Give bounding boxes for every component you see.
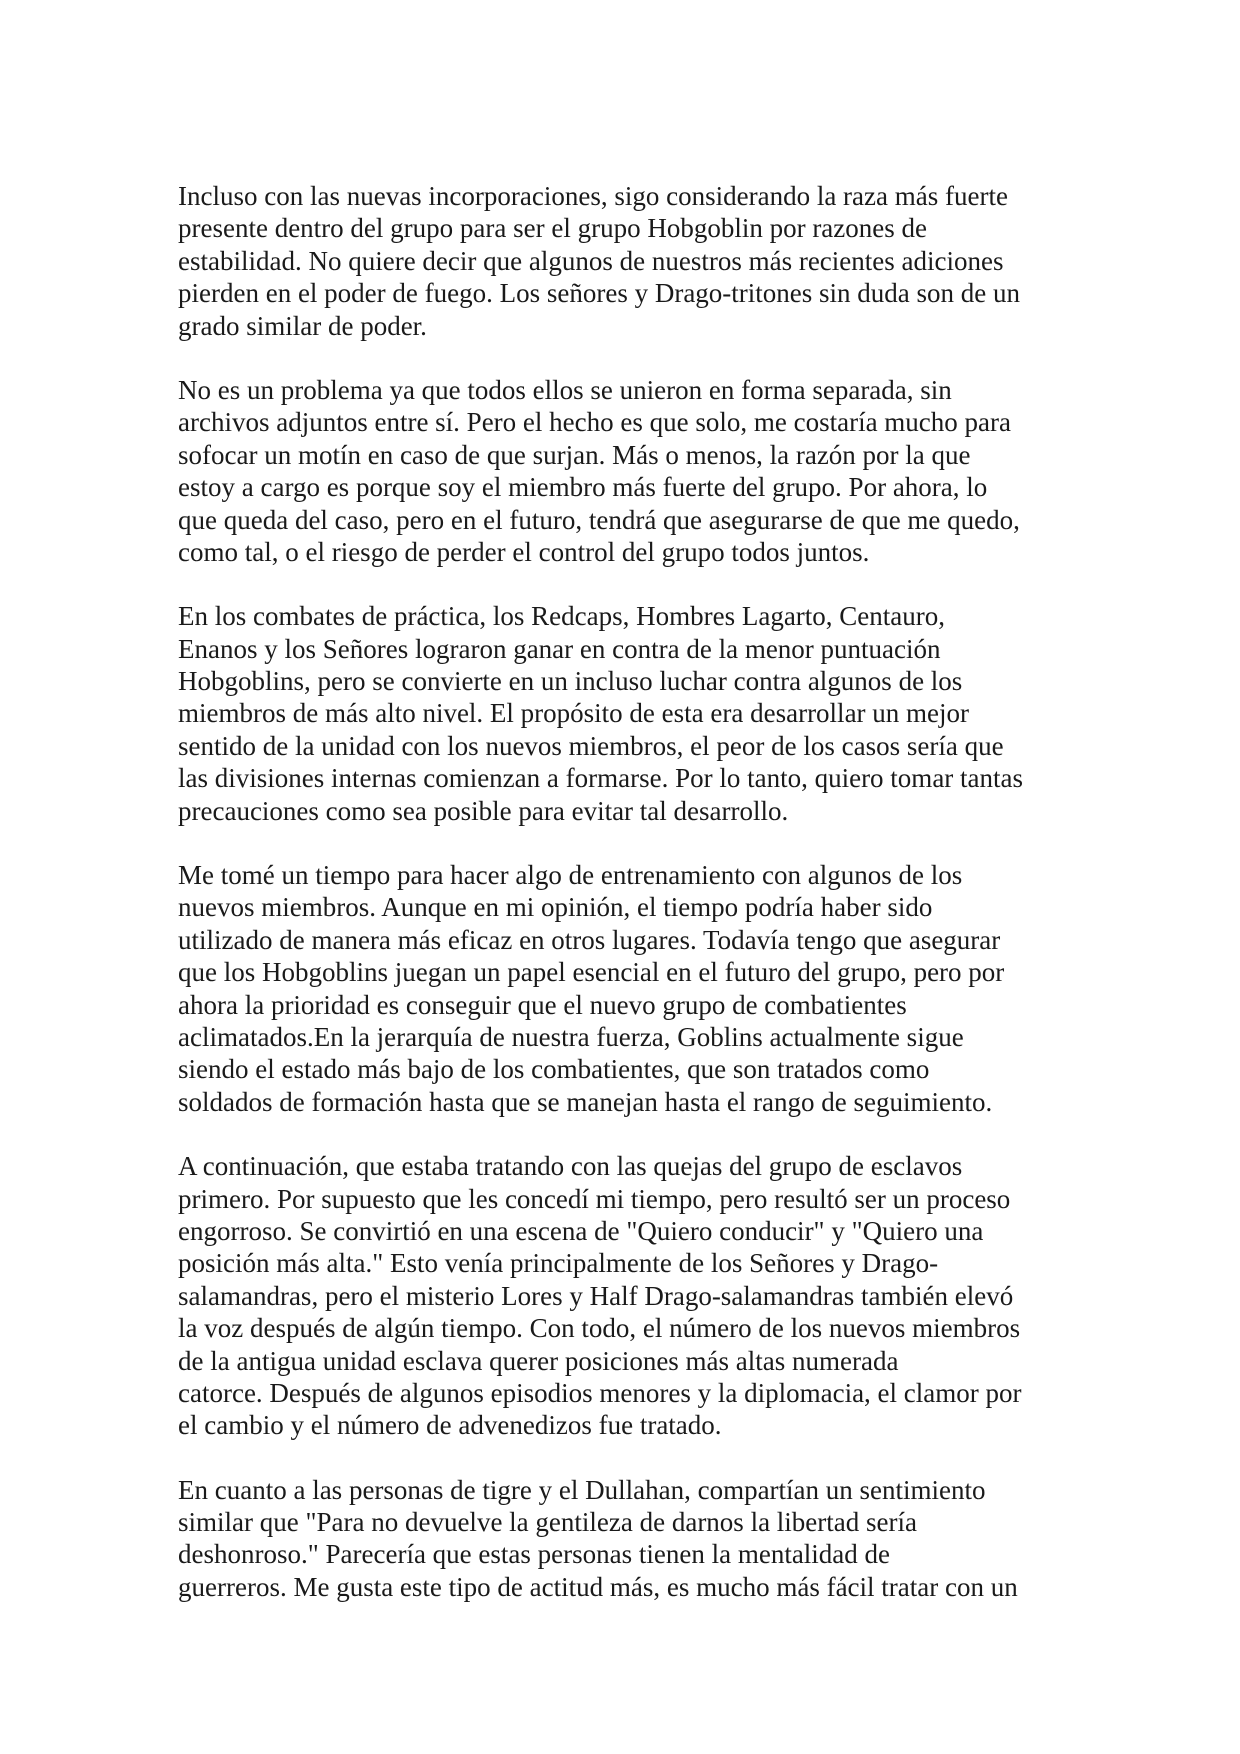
text-line: Hobgoblins, pero se convierte en un incluso luchar contra algunos de los — [178, 666, 963, 697]
paragraph-5 — [178, 1150, 1078, 1442]
text-line: utilizado de manera más eficaz en otros lugares. Todavía tengo que asegurar — [178, 924, 1001, 955]
text-line: primero. Por supuesto que les concedí mi tiempo, pero resultó ser un proceso — [178, 1183, 1011, 1214]
text-line: archivos adjuntos entre sí. Pero el hecho es que solo, me costaría mucho para — [178, 407, 1011, 438]
text-line: guerreros. Me gusta este tipo de actitud más, es mucho más fácil tratar con un — [178, 1571, 1018, 1602]
paragraph-6 — [178, 1474, 1078, 1604]
text-line: de la antigua unidad esclava querer posiciones más altas numerada — [178, 1345, 899, 1376]
text-line: presente dentro del grupo para ser el grupo Hobgoblin por razones de — [178, 213, 927, 244]
text-line: que los Hobgoblins juegan un papel esencial en el futuro del grupo, pero por — [178, 957, 1005, 988]
text-line: A continuación, que estaba tratando con las quejas del grupo de esclavos — [178, 1151, 963, 1182]
text-line: pierden en el poder de fuego. Los señores y Drago-tritones sin duda son de un — [178, 278, 1021, 309]
text-line: el cambio y el número de advenedizos fue tratado. — [178, 1410, 722, 1441]
text-line: como tal, o el riesgo de perder el control del grupo todos juntos. — [178, 536, 870, 567]
text-line: No es un problema ya que todos ellos se unieron en forma separada, sin — [178, 374, 952, 405]
text-line: Me tomé un tiempo para hacer algo de entrenamiento con algunos de los — [178, 860, 963, 891]
text-line: engorroso. Se convirtió en una escena de "Quiero conducir" y "Quiero una — [178, 1215, 984, 1246]
text-line: grado similar de poder. — [178, 310, 427, 341]
text-line: En los combates de práctica, los Redcaps, Hombres Lagarto, Centauro, — [178, 601, 946, 632]
text-line: nuevos miembros. Aunque en mi opinión, el tiempo podría haber sido — [178, 892, 933, 923]
text-line: estoy a cargo es porque soy el miembro más fuerte del grupo. Por ahora, lo — [178, 472, 988, 503]
paragraph-2 — [178, 374, 1078, 568]
text-line: soldados de formación hasta que se manejan hasta el rango de seguimiento. — [178, 1086, 993, 1117]
text-line: la voz después de algún tiempo. Con todo, el número de los nuevos miembros — [178, 1313, 1021, 1344]
text-line: ahora la prioridad es conseguir que el nuevo grupo de combatientes — [178, 989, 907, 1020]
text-line: En cuanto a las personas de tigre y el Dullahan, compartían un sentimiento — [178, 1474, 986, 1505]
text-line: deshonroso." Parecería que estas personas tienen la mentalidad de — [178, 1539, 891, 1570]
text-line: sentido de la unidad con los nuevos miembros, el peor de los casos sería que — [178, 730, 1004, 761]
text-line: Incluso con las nuevas incorporaciones, sigo considerando la raza más fuerte — [178, 181, 1008, 211]
text-line: catorce. Después de algunos episodios menores y la diplomacia, el clamor por — [178, 1377, 1022, 1408]
text-line: salamandras, pero el misterio Lores y Half Drago-salamandras también elevó — [178, 1280, 1014, 1311]
text-line: aclimatados.En la jerarquía de nuestra fuerza, Goblins actualmente sigue — [178, 1021, 964, 1052]
paragraph-4 — [178, 859, 1078, 1118]
paragraph-1 — [178, 180, 1078, 342]
text-line: estabilidad. No quiere decir que algunos de nuestros más recientes adiciones — [178, 245, 1004, 276]
text-line: precauciones como sea posible para evitar tal desarrollo. — [178, 795, 789, 826]
text-line: similar que "Para no devuelve la gentileza de darnos la libertad sería — [178, 1507, 917, 1538]
text-line: las divisiones internas comienzan a formarse. Por lo tanto, quiero tomar tantas — [178, 763, 1024, 794]
body-text — [178, 180, 1078, 1603]
text-line: sofocar un motín en caso de que surjan. Más o menos, la razón por la que — [178, 439, 971, 470]
text-line: siendo el estado más bajo de los combatientes, que son tratados como — [178, 1054, 930, 1085]
text-line: miembros de más alto nivel. El propósito de esta era desarrollar un mejor — [178, 698, 970, 729]
text-line: que queda del caso, pero en el futuro, tendrá que asegurarse de que me quedo, — [178, 504, 1020, 535]
text-line: Enanos y los Señores lograron ganar en contra de la menor puntuación — [178, 633, 941, 664]
paragraph-3 — [178, 600, 1078, 827]
text-line: posición más alta." Esto venía principalmente de los Señores y Drago- — [178, 1248, 939, 1279]
